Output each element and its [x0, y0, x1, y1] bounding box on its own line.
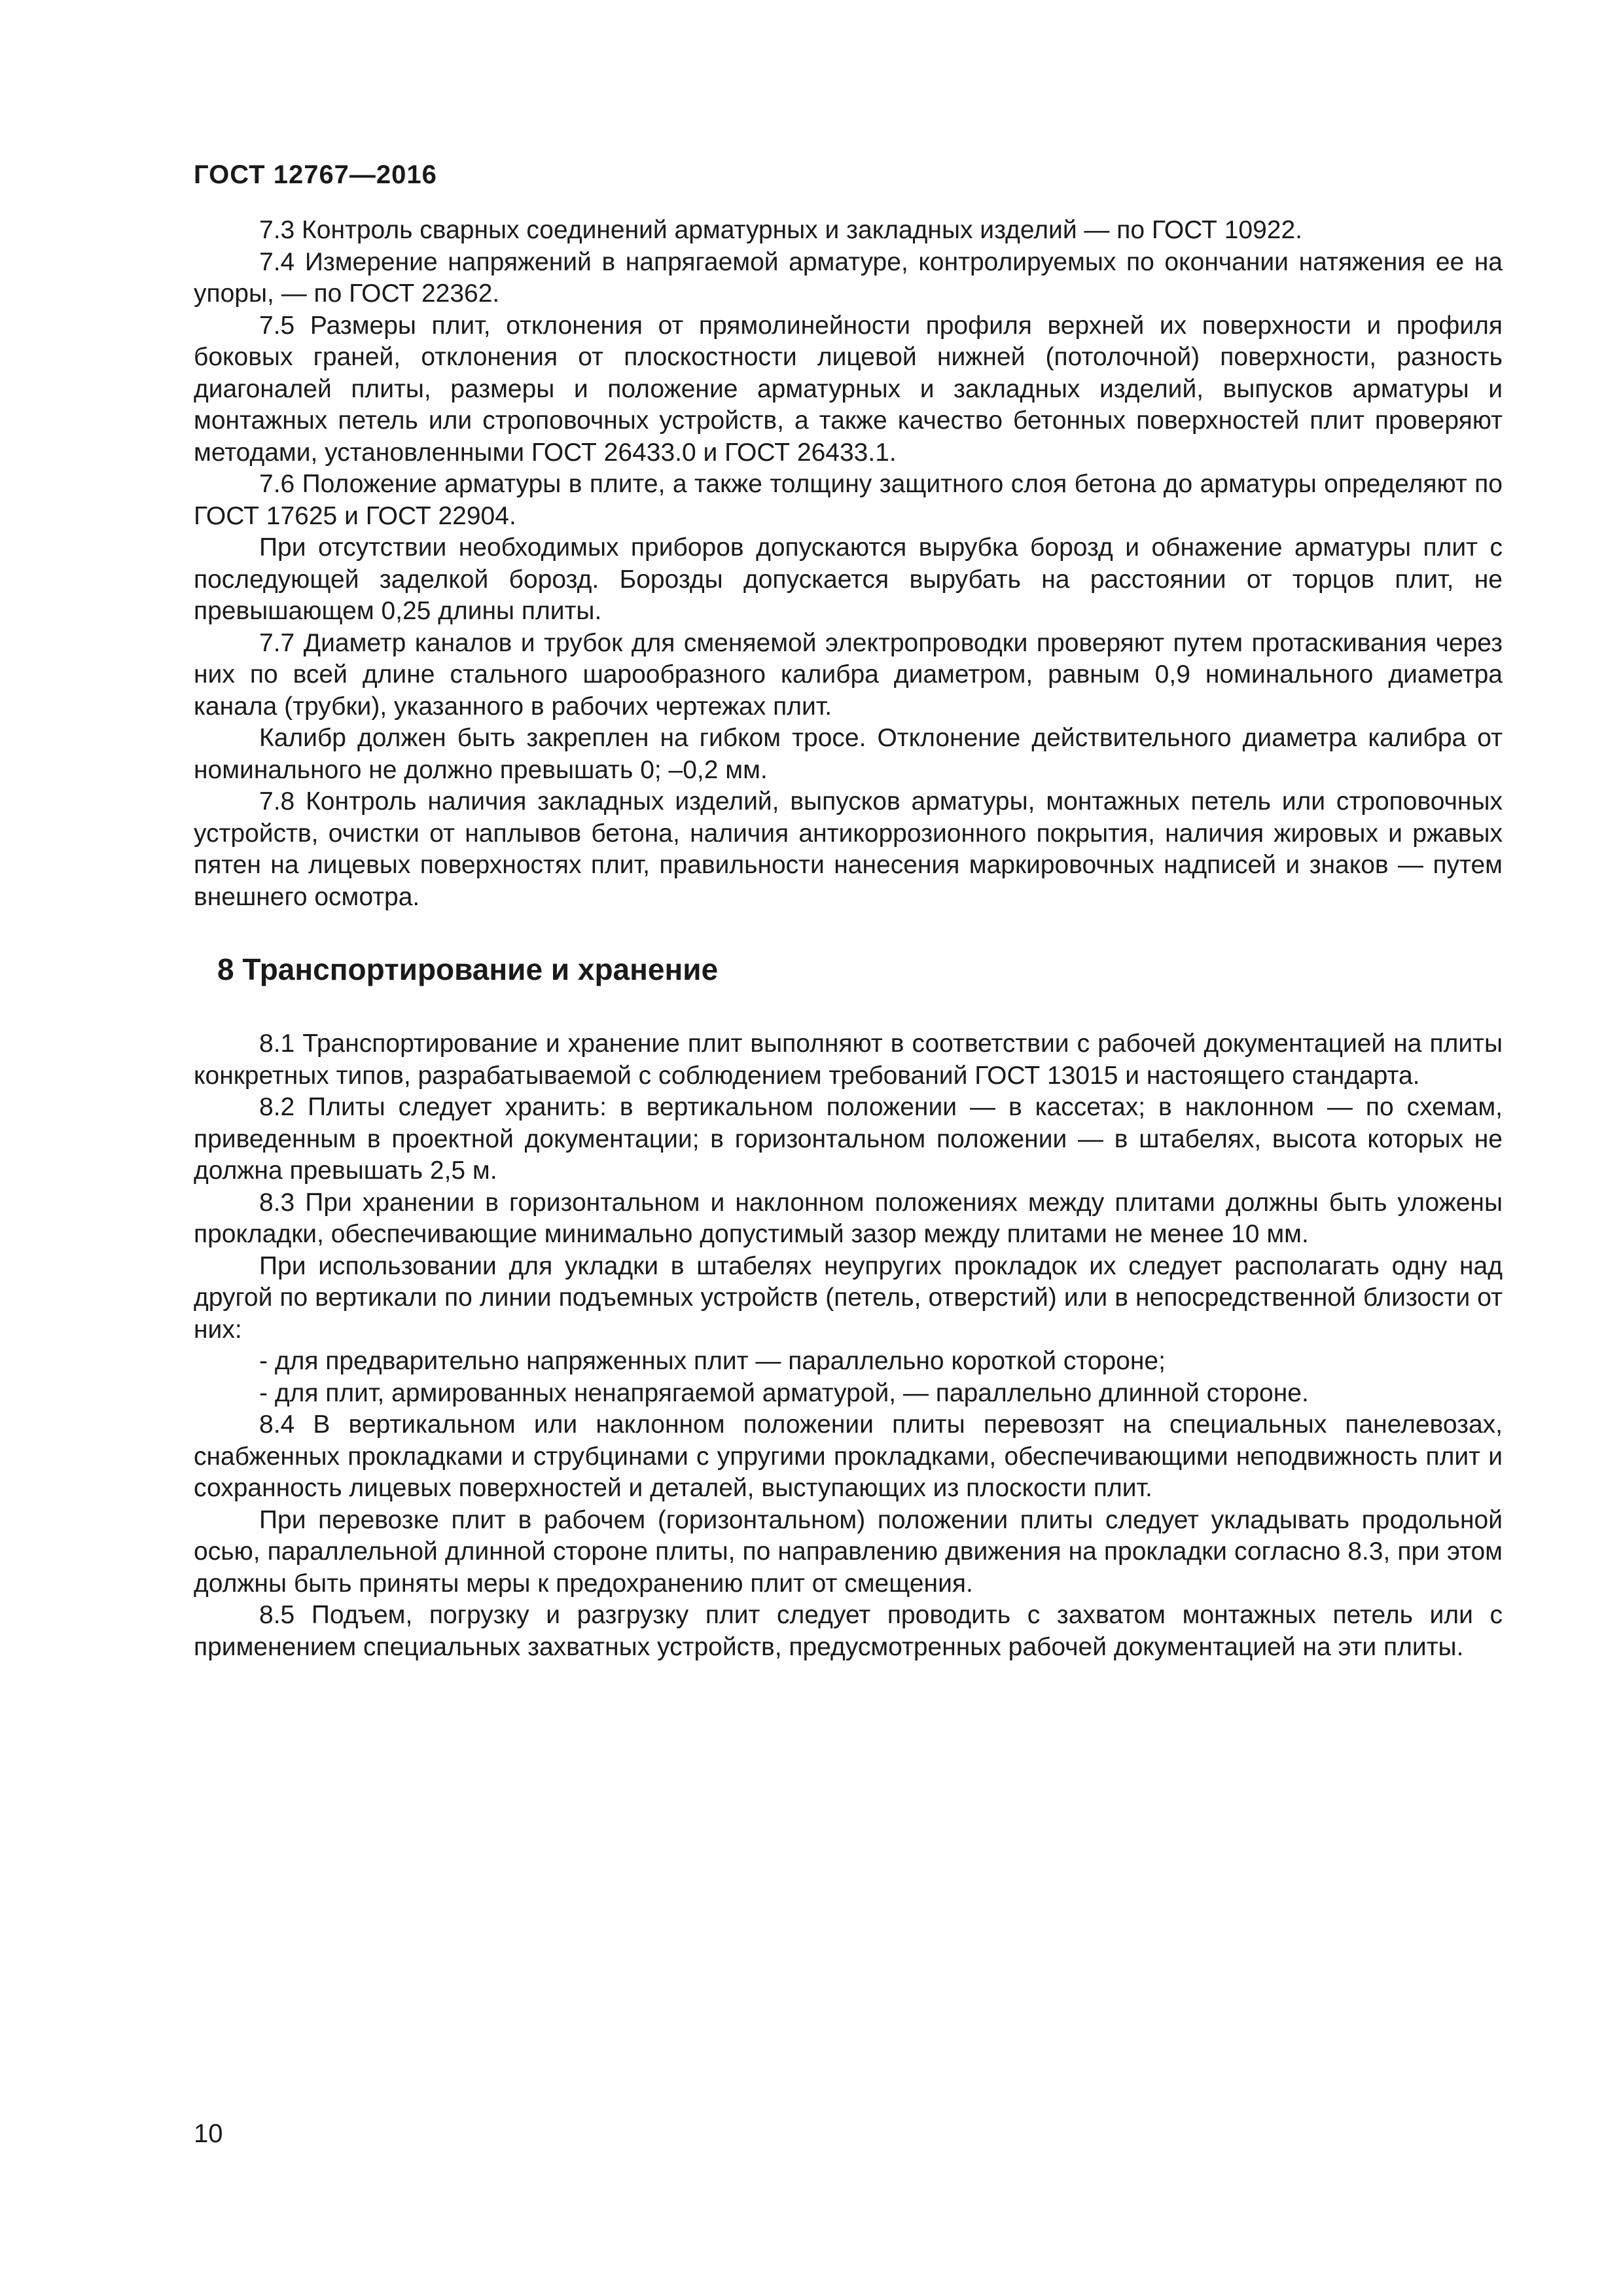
paragraph-7-7: 7.7 Диаметр каналов и трубок для сменяемой электропроводки проверяют путем протаскивания через них по всей длине стального шарообразного калибра диаметром, равным 0,9 номинального диаметра канала (трубки), указанного в рабочих чертежах плит. — [194, 628, 1503, 721]
page-number: 10 — [194, 2119, 223, 2148]
paragraph-8-3-continued: При использовании для укладки в штабелях неупругих прокладок их следует располагать одну над другой по вертикали по линии подъемных устройств (петель, отверстий) или в непосредственной близости от них: — [194, 1251, 1503, 1344]
paragraph-8-2: 8.2 Плиты следует хранить: в вертикальном положении — в кассетах; в наклонном — по схемам, приведенным в проектной документации; в горизонтальном положении — в штабелях, высота которых не должна превышать 2,5 м. — [194, 1093, 1503, 1185]
paragraph-7-6: 7.6 Положение арматуры в плите, а также толщину защитного слоя бетона до арматуры определяют по ГОСТ 17625 и ГОСТ 22904. — [194, 470, 1503, 530]
paragraph-8-4-continued: При перевозке плит в рабочем (горизонтальном) положении плиты следует укладывать продольной осью, параллельной длинной стороне плиты, по направлению движения на прокладки согласно 8.3, при этом должны быть приняты меры к предохранению плит от смещения. — [194, 1505, 1503, 1598]
paragraph-7-5: 7.5 Размеры плит, отклонения от прямолинейности профиля верхней их поверхности и профиля боковых граней, отклонения от плоскостности лицевой нижней (потолочной) поверхности, разность диагоналей плиты, размеры и положение арматурных и закладных изделий, выпусков арматуры и монтажных петель или строповочных устройств, а также качество бетонных поверхностей плит проверяют методами, установленными ГОСТ 26433.0 и ГОСТ 26433.1. — [194, 311, 1503, 467]
paragraph-8-4: 8.4 В вертикальном или наклонном положении плиты перевозят на специальных панелевозах, снабженных прокладками и струбцинами с упругими прокладками, обеспечивающими неподвижность плит и сохранность лицевых поверхностей и деталей, выступающих из плоскости плит. — [194, 1410, 1503, 1502]
paragraph-8-1: 8.1 Транспортирование и хранение плит выполняют в соответствии с рабочей документацией на плиты конкретных типов, разрабатываемой с соблюдением требований ГОСТ 13015 и настоящего стандарта. — [194, 1030, 1503, 1090]
paragraph-8-3: 8.3 При хранении в горизонтальном и наклонном положениях между плитами должны быть уложены прокладки, обеспечивающие минимально допустимый зазор между плитами не менее 10 мм. — [194, 1188, 1503, 1248]
document-header: ГОСТ 12767—2016 — [194, 160, 437, 189]
list-item-non-prestressed: - для плит, армированных ненапрягаемой арматурой, — параллельно длинной стороне. — [259, 1378, 1309, 1407]
section-7-content — [194, 215, 1503, 913]
section-8-heading: 8 Транспортирование и хранение — [217, 952, 719, 986]
document-page — [194, 160, 1503, 1663]
paragraph-8-5: 8.5 Подъем, погрузку и разгрузку плит следует проводить с захватом монтажных петель или с применением специальных захватных устройств, предусмотренных рабочей документацией на эти плиты. — [194, 1601, 1503, 1661]
paragraph-7-7-continued: Калибр должен быть закреплен на гибком тросе. Отклонение действительного диаметра калибра от номинального не должно превышать 0; –0,2 мм. — [194, 724, 1503, 784]
paragraph-7-6-continued: При отсутствии необходимых приборов допускаются вырубка борозд и обнажение арматуры плит с последующей заделкой борозд. Борозды допускается вырубать на расстоянии от торцов плит, не превышающем 0,25 длины плиты. — [194, 533, 1503, 625]
paragraph-7-4: 7.4 Измерение напряжений в напрягаемой арматуре, контролируемых по окончании натяжения ее на упоры, — по ГОСТ 22362. — [194, 247, 1503, 308]
list-item-prestressed: - для предварительно напряженных плит — параллельно короткой стороне; — [259, 1347, 1166, 1375]
paragraph-7-3: 7.3 Контроль сварных соединений арматурных и закладных изделий — по ГОСТ 10922. — [259, 216, 1302, 244]
paragraph-7-8: 7.8 Контроль наличия закладных изделий, выпусков арматуры, монтажных петель или строповочных устройств, очистки от наплывов бетона, наличия антикоррозионного покрытия, наличия жировых и ржавых пятен на лицевых поверхностях плит, правильности нанесения маркировочных надписей и знаков — путем внешнего осмотра. — [194, 787, 1503, 911]
section-8-content — [194, 1028, 1503, 1663]
